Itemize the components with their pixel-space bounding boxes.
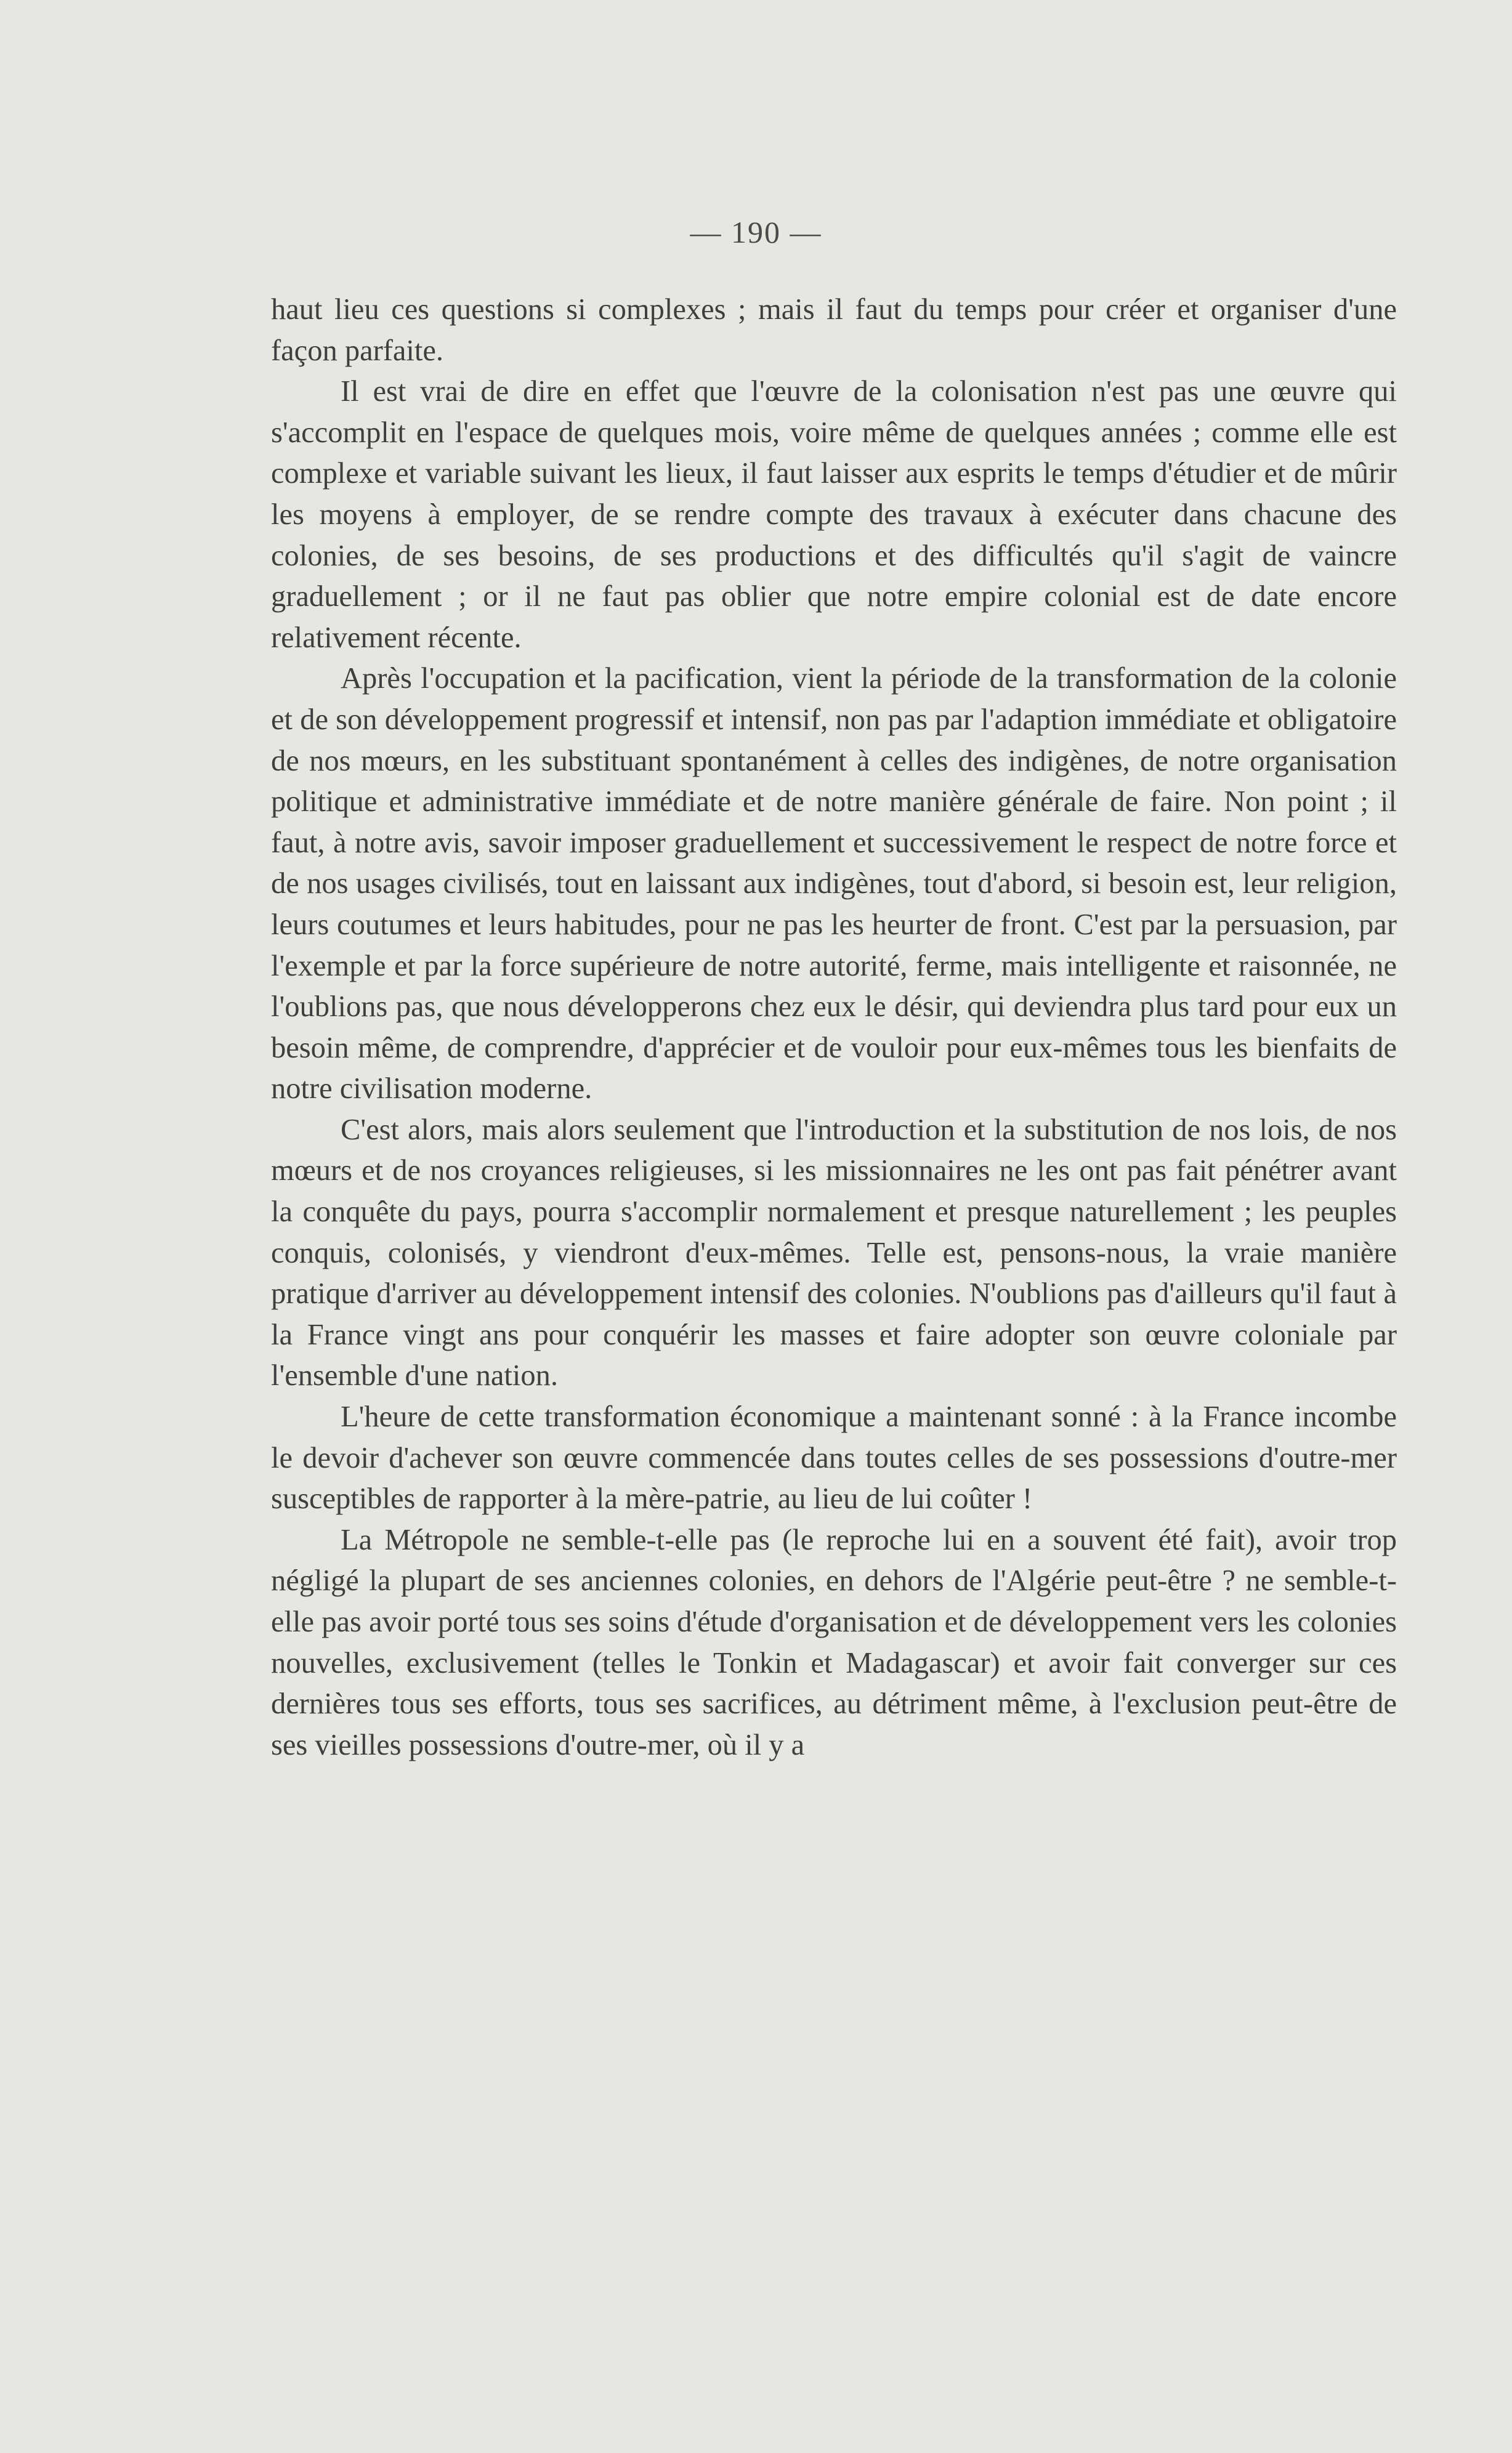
- paragraph: La Métropole ne semble-t-elle pas (le reproche lui en a souvent été fait), avoir trop négligé la plupart de ses anciennes colonies, en dehors de l'Algérie peut-être ? ne semble-t-elle pas avoir porté tous ses soins d'étude d'organisation et de développement vers les colonies nouvelles, exclusivement (telles le Tonkin et Madagascar) et avoir fait converger sur ces dernières tous ses efforts, tous ses sacrifices, au détriment même, à l'exclusion peut-être de ses vieilles possessions d'outre-mer, où il y a: [271, 1523, 1397, 1761]
- paragraph: Après l'occupation et la pacification, vient la période de la transformation de la colonie et de son développement progressif et intensif, non pas par l'adaption immédiate et obligatoire de nos mœurs, en les substituant spontanément à celles des indigènes, de notre organisation politique et administrative immédiate et de notre manière générale de faire. Non point ; il faut, à notre avis, savoir imposer graduellement et successivement le respect de notre force et de nos usages civilisés, tout en laissant aux indigènes, tout d'abord, si besoin est, leur religion, leurs coutumes et leurs habitudes, pour ne pas les heurter de front. C'est par la persuasion, par l'exemple et par la force supérieure de notre autorité, ferme, mais intelligente et raisonnée, ne l'oublions pas, que nous développerons chez eux le désir, qui deviendra plus tard pour eux un besoin même, de comprendre, d'apprécier et de vouloir pour eux-mêmes tous les bienfaits de notre civilisation moderne.: [271, 662, 1397, 1105]
- page-number: — 190 —: [690, 215, 822, 249]
- paragraph: C'est alors, mais alors seulement que l'introduction et la substitution de nos lois, de nos mœurs et de nos croyances religieuses, si les missionnaires ne les ont pas fait pénétrer avant la conquête du pays, pourra s'accomplir normalement et presque naturellement ; les peuples conquis, colonisés, y viendront d'eux-mêmes. Telle est, pensons-nous, la vraie manière pratique d'arriver au développement intensif des colonies. N'oublions pas d'ailleurs qu'il faut à la France vingt ans pour conquérir les masses et faire adopter son œuvre coloniale par l'ensemble d'une nation.: [271, 1113, 1397, 1392]
- paragraph: L'heure de cette transformation économique a maintenant sonné : à la France incombe le devoir d'achever son œuvre commencée dans toutes celles de ses possessions d'outre-mer susceptibles de rapporter à la mère-patrie, au lieu de lui coûter !: [271, 1400, 1397, 1516]
- paragraph: Il est vrai de dire en effet que l'œuvre de la colonisation n'est pas une œuvre qui s'accomplit en l'espace de quelques mois, voire même de quelques années ; comme elle est complexe et variable suivant les lieux, il faut laisser aux esprits le temps d'étudier et de mûrir les moyens à employer, de se rendre compte des travaux à exécuter dans chacune des colonies, de ses besoins, de ses productions et des difficultés qu'il s'agit de vaincre graduellement ; or il ne faut pas oblier que notre empire colonial est de date encore relativement récente.: [271, 375, 1397, 654]
- paragraph: haut lieu ces questions si complexes ; mais il faut du temps pour créer et organiser d'une façon parfaite.: [271, 293, 1397, 367]
- body-text: [271, 289, 1397, 1766]
